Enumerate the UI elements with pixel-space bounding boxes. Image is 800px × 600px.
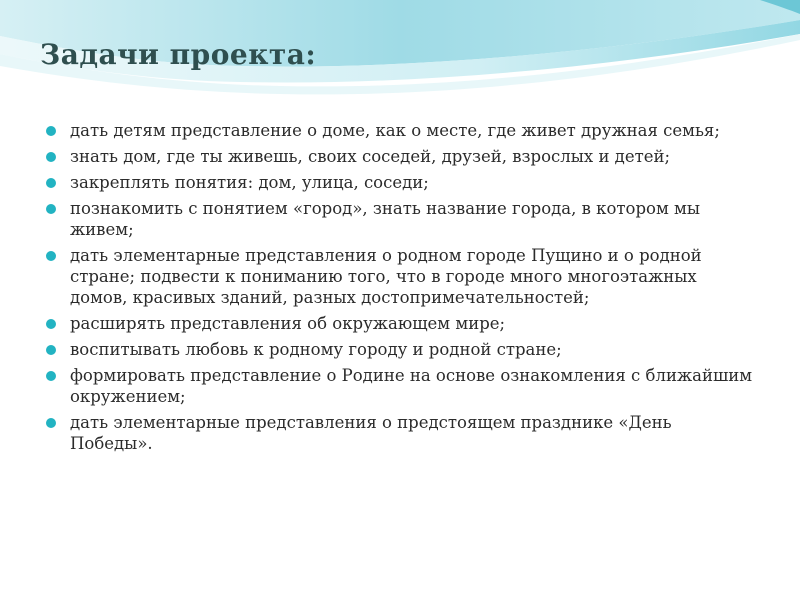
list-item-text: познакомить с понятием «город», знать название города, в котором мы живем;: [70, 199, 701, 239]
bullet-icon: [46, 251, 56, 261]
list-item: [46, 365, 758, 407]
list-item-text: расширять представления об окружающем мире;: [70, 314, 506, 333]
bullet-icon: [46, 345, 56, 355]
list-item: [46, 313, 758, 334]
list-item: [46, 146, 758, 167]
bullet-icon: [46, 319, 56, 329]
bullet-icon: [46, 418, 56, 428]
list-item-text: дать детям представление о доме, как о месте, где живет дружная семья;: [70, 121, 720, 140]
list-item-text: дать элементарные представления о родном городе Пущино и о родной стране; подвести к пониманию того, что в городе много многоэтажных домов, красивых зданий, разных достопримечательностей;: [70, 246, 702, 307]
list-item: [46, 339, 758, 360]
list-item-text: дать элементарные представления о предстоящем празднике «День Победы».: [70, 413, 672, 453]
list-item-text: формировать представление о Родине на основе ознакомления с ближайшим окружением;: [70, 366, 753, 406]
list-item-text: закреплять понятия: дом, улица, соседи;: [70, 173, 429, 192]
list-item-text: воспитывать любовь к родному городу и родной стране;: [70, 340, 562, 359]
list-item: [46, 172, 758, 193]
bullet-icon: [46, 126, 56, 136]
bullet-icon: [46, 152, 56, 162]
list-item: [46, 412, 758, 454]
list-item: [46, 120, 758, 141]
task-list: [46, 120, 758, 459]
slide-title: Задачи проекта:: [40, 38, 317, 71]
bullet-icon: [46, 371, 56, 381]
list-item: [46, 245, 758, 308]
list-item: [46, 198, 758, 240]
bullet-icon: [46, 178, 56, 188]
bullet-icon: [46, 204, 56, 214]
list-item-text: знать дом, где ты живешь, своих соседей, друзей, взрослых и детей;: [70, 147, 671, 166]
